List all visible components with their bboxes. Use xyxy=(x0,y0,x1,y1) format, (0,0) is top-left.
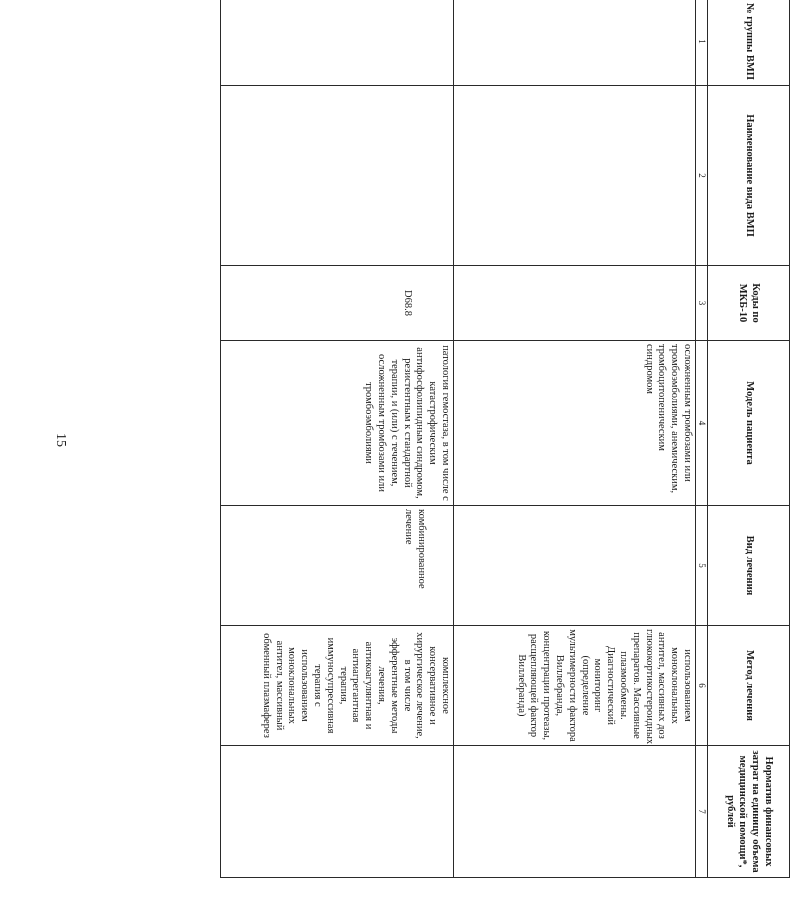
table-row xyxy=(221,0,454,878)
header-treatment-method: Метод лечения xyxy=(708,626,790,746)
header-icd-codes: Коды по МКБ-10 xyxy=(708,266,790,341)
column-number: 6 xyxy=(696,626,708,746)
cell-treatment-type xyxy=(454,506,696,626)
header-patient-model: Модель пациента xyxy=(708,341,790,506)
column-number-row xyxy=(696,0,708,878)
column-number: 1 xyxy=(696,0,708,86)
vmp-table-container xyxy=(220,0,790,877)
header-vmp-name: Наименование вида ВМП xyxy=(708,86,790,266)
cell-icd-codes xyxy=(454,266,696,341)
column-number: 5 xyxy=(696,506,708,626)
cell-vmp-name xyxy=(454,86,696,266)
cell-financial-norm xyxy=(221,746,454,878)
cell-vmp-name xyxy=(221,86,454,266)
header-treatment-type: Вид лечения xyxy=(708,506,790,626)
page-number: 15 xyxy=(53,433,68,447)
cell-group-number xyxy=(221,0,454,86)
cell-patient-model: осложненным тромбозами или тромбоэмболиями, анемическим, тромбоцитопеническим синдромом xyxy=(454,341,696,506)
column-number: 7 xyxy=(696,746,708,878)
header-group-number: № группы ВМП xyxy=(708,0,790,86)
header-row xyxy=(708,0,790,878)
cell-patient-model: патология гемостаза, в том числе с катастрофическим антифосфолипидным синдромом, резистентным к стандартной терапии, и (или) с течением, осложненным тромбозами или тромбоэмболиями xyxy=(221,341,454,506)
header-financial-norm: Норматив финансовых затрат на единицу объема медицинской помощи*, рублей xyxy=(708,746,790,878)
column-number: 3 xyxy=(696,266,708,341)
cell-treatment-method: использованием моноклональных антител, массивных доз глюкокортикостероидных препаратов. Массивные плазмообмены. Диагностический мониторинг (определение мультимерности фактора Виллебранда, концентрации протеазы, расщепляющей фактор Виллебранда) xyxy=(454,626,696,746)
column-number: 4 xyxy=(696,341,708,506)
cell-treatment-type: комбинированное лечение xyxy=(221,506,454,626)
column-number: 2 xyxy=(696,86,708,266)
table-row xyxy=(454,0,696,878)
cell-group-number xyxy=(454,0,696,86)
cell-treatment-method: комплексное консервативное и хирургическое лечение, в том числе эфферентные методы лечения, антикоагулянтная и антиагрегантная терапия, иммуносупрессивная терапия с использованием моноклональных антител, массивный обменный плазмаферез xyxy=(221,626,454,746)
vmp-table xyxy=(220,0,790,878)
cell-financial-norm xyxy=(454,746,696,878)
cell-icd-codes: D68.8 xyxy=(221,266,454,341)
